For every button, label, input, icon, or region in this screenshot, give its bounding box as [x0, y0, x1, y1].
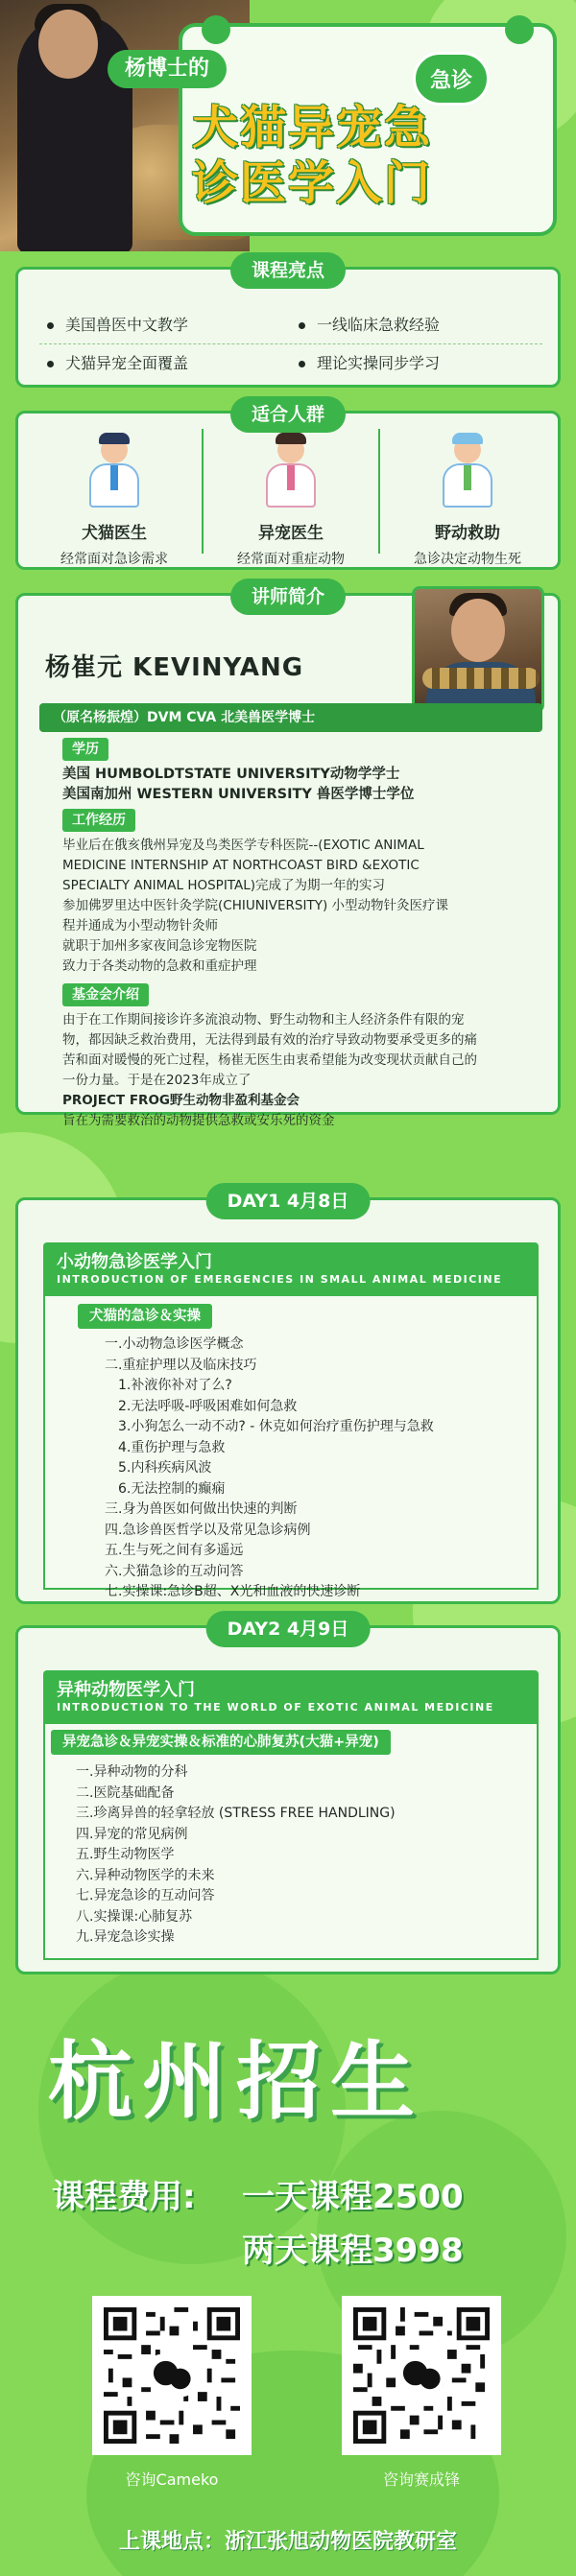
- highlight-item: 犬猫异宠全面覆盖: [39, 344, 291, 383]
- outline-item: 四.异宠的常见病例: [76, 1826, 188, 1842]
- qr-label-contact-2: 咨询赛成锋: [382, 2470, 460, 2489]
- lecturer-credential: （原名杨振煌）DVM CVA 北美兽医学博士: [39, 703, 542, 732]
- lecturer-title: 讲师简介: [230, 579, 346, 615]
- fee-one-day: 一天课程2500: [242, 2178, 464, 2216]
- hero-title-line1: 犬猫异宠急: [192, 101, 433, 154]
- education-tag: 学历: [62, 738, 108, 761]
- day2-header: [43, 1670, 539, 1724]
- outline-item: 三.珍离异兽的轻拿轻放 (STRESS FREE HANDLING): [76, 1806, 396, 1821]
- highlights-title: 课程亮点: [230, 252, 346, 289]
- outline-item: 1.补液你补对了么?: [118, 1378, 232, 1393]
- highlights-grid: [39, 306, 542, 383]
- outline-item: 6.无法控制的癫痫: [118, 1480, 226, 1497]
- qr-code-cameko[interactable]: [92, 2296, 252, 2455]
- foundation-text: 由于在工作期间接诊许多流浪动物、野生动物和主人经济条件有限的宠 物，都因缺乏救治费用，无法得到最有效的治疗导致动物要承受更多的痛 苦和面对暖慢的死亡过程，杨崔无医生由衷希望能为改变现状贡献自己的 一份力量。于是在2023年成立了 PROJECT FROG野生动物非盈利基金会 旨在为需要救治的动物提供急救或安乐死的资金: [62, 1012, 477, 1128]
- hero-subtitle: 杨博士的: [108, 50, 227, 88]
- lecturer-photo: [412, 586, 544, 713]
- foundation-tag: 基金会介绍: [62, 983, 149, 1006]
- day1-section: [15, 1191, 561, 1604]
- day2-chip: 异宠急诊＆异宠实操＆标准的心肺复苏(大猫+异宠): [51, 1730, 391, 1755]
- outline-item: 3.小狗怎么一动不动? - 休克如何治疗重伤护理与急救: [118, 1419, 434, 1434]
- qr-code-icon: [104, 2307, 240, 2444]
- highlight-item: 理论实操同步学习: [291, 344, 542, 383]
- qr-code-icon: [353, 2307, 490, 2444]
- outline-item: 三.身为兽医如何做出快速的判断: [105, 1501, 298, 1517]
- day1-header: [43, 1242, 539, 1296]
- outline-item: 一.小动物急诊医学概念: [105, 1336, 244, 1352]
- lecturer-section: [15, 586, 561, 1128]
- divider: [202, 429, 204, 554]
- day1-title-cn: 小动物急诊医学入门: [57, 1252, 212, 1272]
- audience-item-dog-cat-vet: 犬猫医生 经常面对急诊需求: [28, 433, 201, 568]
- qr-label-cameko: 咨询Cameko: [125, 2470, 219, 2489]
- audience-item-wildlife-rescue: 野动救助 急诊决定动物生死: [381, 433, 554, 568]
- outline-item: 4.重伤护理与急救: [118, 1439, 226, 1455]
- day2-label: DAY2 4月9日: [206, 1611, 371, 1647]
- experience-tag: 工作经历: [62, 809, 135, 832]
- outline-item: 五.野生动物医学: [76, 1847, 175, 1862]
- highlights-section: [15, 260, 561, 388]
- audience-title: 适合人群: [230, 396, 346, 433]
- recruit-title: 杭州招生: [48, 2032, 425, 2131]
- lecturer-name: 杨崔元 KEVINYANG: [45, 653, 304, 682]
- outline-item: 5.内科疾病风波: [118, 1460, 212, 1476]
- education-list: 美国 HUMBOLDTSTATE UNIVERSITY动物学学士 美国南加州 WESTERN UNIVERSITY 兽医学博士学位: [62, 767, 415, 802]
- day1-title-en: INTRODUCTION OF EMERGENCIES IN SMALL ANIMAL MEDICINE: [57, 1273, 503, 1286]
- rescuer-icon: [437, 433, 498, 511]
- qr-code-contact-2[interactable]: [342, 2296, 501, 2455]
- fee-label: 课程费用:: [52, 2178, 196, 2216]
- day2-title-en: INTRODUCTION TO THE WORLD OF EXOTIC ANIMAL MEDICINE: [57, 1701, 494, 1713]
- day2-section: [15, 1619, 561, 1974]
- doctor-icon: [84, 433, 145, 511]
- outline-item: 四.急诊兽医哲学以及常见急诊病例: [105, 1522, 311, 1538]
- outline-item: 六.异种动物医学的未来: [76, 1867, 215, 1883]
- hero-badge: 急诊: [413, 52, 490, 106]
- day2-title-cn: 异种动物医学入门: [57, 1680, 195, 1700]
- nurse-icon: [260, 433, 322, 511]
- outline-item: 九.异宠急诊实操: [76, 1929, 175, 1945]
- outline-item: 二.重症护理以及临床技巧: [105, 1357, 257, 1373]
- outline-item: 一.异种动物的分科: [76, 1764, 188, 1780]
- hero-banner: [0, 0, 576, 251]
- outline-item: 八.实操课:心肺复苏: [76, 1908, 193, 1925]
- outline-item: 五.生与死之间有多遥远: [105, 1543, 244, 1558]
- outline-item: 二.医院基础配备: [76, 1784, 175, 1801]
- day1-outline: [105, 1335, 434, 1603]
- day1-chip: 犬猫的急诊＆实操: [78, 1304, 212, 1329]
- course-address: 上课地点：浙江张旭动物医院教研室: [118, 2530, 457, 2554]
- audience-item-exotic-vet: 异宠医生 经常面对重症动物: [204, 433, 377, 568]
- hero-title: [192, 100, 557, 211]
- hero-title-line2: 诊医学入门: [192, 156, 433, 210]
- experience-list: 毕业后在俄亥俄州异宠及鸟类医学专科医院--(EXOTIC ANIMAL MEDICINE INTERNSHIP AT NORTHCOAST BIRD &EXOTIC SPECIALTY ANIMAL HOSPITAL)完成了为期一年的实习 参加佛罗里达中医针灸学院(CHIUNIVERSITY) 小型动物针灸医疗课 程并通成为小型动物针灸师 就职于加州多家夜间急诊宠物医院 致力于各类动物的急救和重症护理: [62, 838, 449, 974]
- day1-label: DAY1 4月8日: [206, 1183, 371, 1219]
- fee-two-day: 两天课程3998: [242, 2232, 464, 2270]
- outline-item: 七.异宠急诊的互动问答: [76, 1888, 215, 1903]
- highlight-item: 一线临床急救经验: [291, 306, 542, 343]
- outline-item: 六.犬猫急诊的互动问答: [105, 1563, 244, 1579]
- outline-item: 七.实操课:急诊B超、X光和血液的快速诊断: [105, 1584, 361, 1599]
- outline-item: 2.无法呼吸-呼吸困难如何急救: [118, 1398, 298, 1414]
- divider: [378, 429, 380, 554]
- day2-outline: [76, 1762, 396, 1949]
- highlight-item: 美国兽医中文教学: [39, 306, 291, 343]
- audience-section: [15, 404, 561, 570]
